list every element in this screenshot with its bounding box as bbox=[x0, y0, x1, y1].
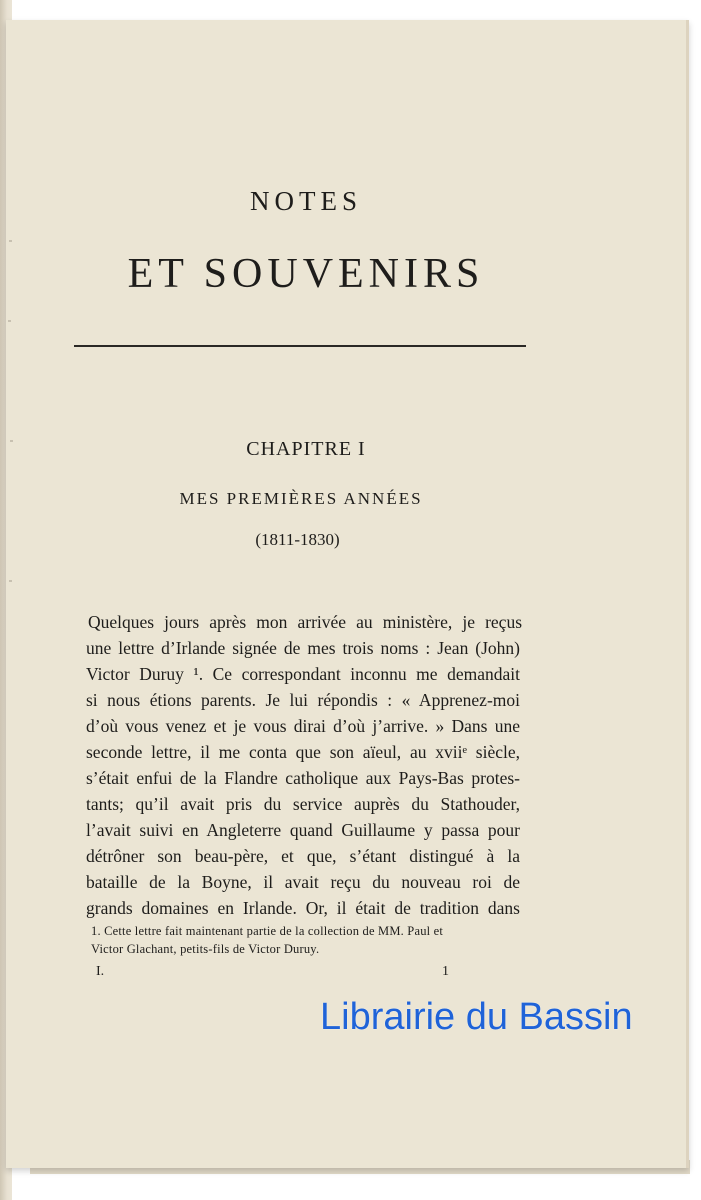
chapter-dates: (1811-1830) bbox=[255, 530, 340, 549]
body-line: l’avait suivi en Angleterre quand Guillaume y passa pour bbox=[86, 820, 520, 840]
book-title-line-1: NOTES bbox=[250, 186, 362, 216]
body-line: Victor Duruy ¹. Ce correspondant inconnu me demandait bbox=[86, 664, 520, 684]
book-title-line-2: ET SOUVENIRS bbox=[127, 251, 485, 297]
body-line: d’où vous venez et je vous dirai d’où j’arrive. » Dans une bbox=[86, 716, 520, 736]
body-line: Quelques jours après mon arrivée au ministère, je reçus bbox=[88, 612, 522, 632]
signature-mark: I. bbox=[96, 964, 105, 979]
body-line: seconde lettre, il me conta que son aïeul, au xviiᵉ siècle, bbox=[86, 742, 520, 762]
watermark-text: Librairie du Bassin bbox=[320, 996, 633, 1038]
body-line: s’était enfui de la Flandre catholique aux Pays-Bas protes- bbox=[86, 768, 520, 788]
page-number: 1 bbox=[442, 964, 449, 979]
page-speck bbox=[8, 320, 11, 322]
body-line: bataille de la Boyne, il avait reçu du nouveau roi de bbox=[86, 872, 520, 892]
title-divider bbox=[74, 345, 526, 347]
page-speck bbox=[9, 580, 12, 582]
footnote-line: 1. Cette lettre fait maintenant partie de la collection de MM. Paul et bbox=[91, 924, 444, 938]
body-line: tants; qu’il avait pris du service auprès du Stathouder, bbox=[86, 794, 520, 814]
page-speck bbox=[9, 240, 12, 242]
body-line: grands domaines en Irlande. Or, il était de tradition dans bbox=[86, 898, 520, 918]
chapter-heading: CHAPITRE I bbox=[246, 438, 366, 460]
body-line: détrôner son beau-père, et que, s’étant distingué à la bbox=[86, 846, 520, 866]
footnote-line: Victor Glachant, petits-fils de Victor Duruy. bbox=[91, 942, 320, 956]
body-line: une lettre d’Irlande signée de mes trois noms : Jean (John) bbox=[86, 638, 520, 658]
chapter-subtitle: MES PREMIÈRES ANNÉES bbox=[179, 489, 423, 508]
body-line: si nous étions parents. Je lui répondis : « Apprenez-moi bbox=[86, 690, 520, 710]
